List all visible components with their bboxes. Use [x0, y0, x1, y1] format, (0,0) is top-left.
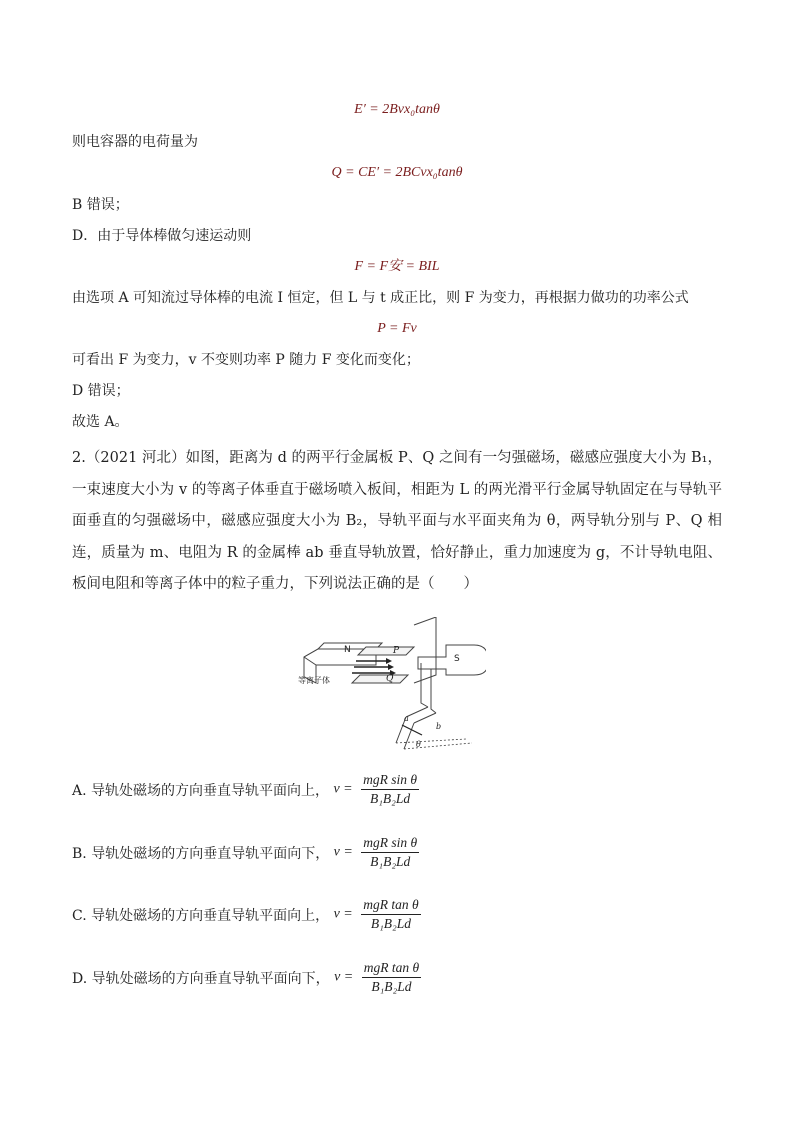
option-d[interactable] [72, 960, 421, 995]
figure-label-q: Q [386, 674, 394, 684]
equation-force: F = F安 = BIL [354, 259, 440, 274]
option-d-fraction [362, 960, 421, 995]
option-a-lhs: v = [333, 781, 353, 797]
option-d-lhs: v = [334, 969, 354, 985]
option-a-text: A. 导轨处磁场的方向垂直导轨平面向上， [72, 782, 330, 799]
text-answer: 故选 A。 [72, 414, 129, 430]
text-d-intro: D．由于导体棒做匀速运动则 [72, 228, 252, 244]
figure-label-a: a [404, 714, 409, 723]
figure-label-n: N [344, 645, 351, 655]
figure-label-s: S [454, 654, 460, 664]
option-a-numerator: mgR sin θ [361, 772, 419, 790]
option-c-text: C. 导轨处磁场的方向垂直导轨平面向上， [72, 907, 330, 924]
option-a-fraction [361, 772, 419, 807]
equation-emf: E′ = 2Bvx₀tanθ [354, 102, 440, 117]
option-c-lhs: v = [333, 906, 353, 922]
option-b-denominator: B₁B₂Ld [370, 854, 411, 869]
figure-label-plasma: 等离子体 [298, 676, 330, 685]
text-d-wrong: D 错误； [72, 383, 130, 399]
figure-label-b: b [436, 722, 442, 731]
option-b-numerator: mgR sin θ [361, 835, 419, 853]
option-b-fraction [361, 835, 419, 870]
option-a[interactable] [72, 772, 419, 807]
option-d-numerator: mgR tan θ [362, 960, 421, 978]
question-stem: 2.（2021 河北）如图，距离为 d 的两平行金属板 P、Q 之间有一匀强磁场，磁感应强度大小为 B₁，一束速度大小为 v 的等离子体垂直于磁场喷入板间，相距为 L 的两光滑平行金属导轨固定在与导轨平面垂直的匀强磁场中，磁感应强度大小为 B₂，导轨平面与水平面夹角为 θ，两导轨分别与 P、Q 相连，质量为 m、电阻为 R 的金属棒 ab 垂直导轨放置，恰好静止，重力加速度为 g，不计导轨电阻、板间电阻和等离子体中的粒子重力，下列说法正确的是（ ） [72, 450, 722, 592]
option-c-denominator: B₁B₂Ld [370, 916, 411, 931]
option-d-text: D. 导轨处磁场的方向垂直导轨平面向下， [72, 970, 330, 987]
question-figure [296, 617, 486, 757]
option-c-numerator: mgR tan θ [361, 897, 420, 915]
option-b-lhs: v = [333, 844, 353, 860]
option-b-text: B. 导轨处磁场的方向垂直导轨平面向下， [72, 845, 330, 862]
equation-charge: Q = CE′ = 2BCvx₀tanθ [331, 165, 463, 180]
option-b[interactable] [72, 835, 419, 870]
text-charge-intro: 则电容器的电荷量为 [72, 134, 198, 150]
option-d-denominator: B₁B₂Ld [371, 979, 412, 994]
text-b-wrong: B 错误； [72, 197, 129, 213]
option-c[interactable] [72, 897, 421, 932]
option-a-denominator: B₁B₂Ld [369, 791, 411, 806]
figure-label-p: P [393, 646, 400, 656]
text-d-conclusion: 可看出 F 为变力，v 不变则功率 P 随力 F 变化而变化； [72, 352, 420, 368]
text-d-reason: 由选项 A 可知流过导体棒的电流 I 恒定，但 L 与 t 成正比，则 F 为变力，再根据力做功的功率公式 [72, 290, 689, 306]
equation-power: P = Fv [377, 321, 417, 336]
option-c-fraction [361, 897, 420, 932]
figure-label-theta: θ [416, 740, 421, 749]
